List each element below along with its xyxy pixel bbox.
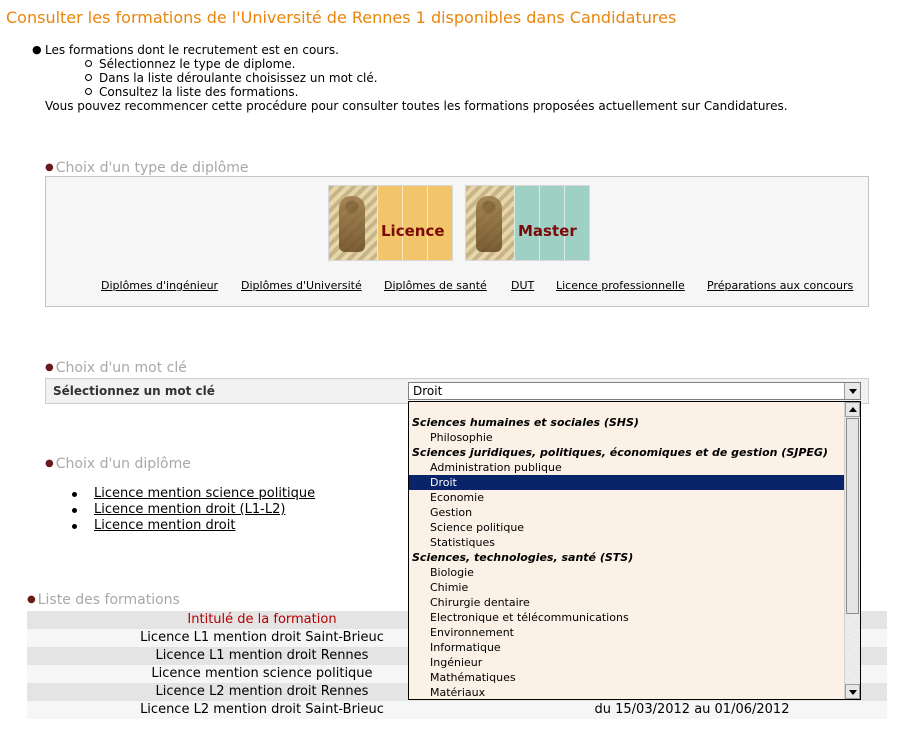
dropdown-group-label: Sciences juridiques, politiques, économiques et de gestion (SJPEG) xyxy=(412,446,828,459)
formation-name: Licence L2 mention droit Saint-Brieuc xyxy=(140,702,384,717)
table-row xyxy=(27,701,887,719)
formation-name: Licence L2 mention droit Rennes xyxy=(155,684,369,699)
intro-steps xyxy=(45,57,891,99)
formation-dates: du 15/03/2012 au 01/06/2012 xyxy=(594,702,790,717)
intro-instructions xyxy=(31,43,891,113)
list-item xyxy=(72,518,315,534)
intro-repeat-text: Vous pouvez recommencer cette procédure pour consulter toutes les formations proposées actuellement sur Candidatures. xyxy=(45,99,788,113)
master-label: Master xyxy=(518,222,577,240)
dropdown-option[interactable]: Biologie xyxy=(430,566,474,579)
dropdown-option[interactable]: Science politique xyxy=(430,521,525,534)
diplome-list xyxy=(72,486,315,534)
keyword-select-value: Droit xyxy=(413,384,443,398)
dropdown-option[interactable]: Mathématiques xyxy=(430,671,516,684)
licence-button[interactable] xyxy=(328,185,453,261)
bullet-icon: ● xyxy=(45,458,54,469)
circle-bullet-icon xyxy=(85,60,92,67)
dropdown-group-label: Sciences humaines et sociales (SHS) xyxy=(412,416,639,429)
bullet-icon: ● xyxy=(27,594,36,605)
column-header: Intitulé de la formation xyxy=(187,612,337,627)
section-title-type: ● Choix d'un type de diplôme xyxy=(45,160,249,176)
dropdown-options xyxy=(409,415,844,700)
keyword-label: Sélectionnez un mot clé xyxy=(53,384,215,398)
intro-main-text: Les formations dont le recrutement est en cours. xyxy=(45,43,339,57)
statue-image xyxy=(329,186,377,261)
dropdown-option[interactable]: Administration publique xyxy=(430,461,562,474)
bullet-icon: ● xyxy=(32,43,42,56)
dropdown-option[interactable]: Philosophie xyxy=(430,431,493,444)
link-diplomes-universite[interactable]: Diplômes d'Université xyxy=(241,279,362,292)
scroll-thumb[interactable] xyxy=(846,418,859,614)
link-dut[interactable]: DUT xyxy=(511,279,535,292)
section-title-diplome: ● Choix d'un diplôme xyxy=(45,456,191,472)
link-diplomes-ingenieur[interactable]: Diplômes d'ingénieur xyxy=(101,279,219,292)
diplome-link[interactable]: Licence mention droit (L1-L2) xyxy=(94,502,286,517)
intro-step: Dans la liste déroulante choisissez un mot clé. xyxy=(85,71,891,85)
link-diplomes-sante[interactable]: Diplômes de santé xyxy=(384,279,487,292)
intro-step: Consultez la liste des formations. xyxy=(85,85,891,99)
statue-image xyxy=(466,186,514,261)
dropdown-option[interactable]: Electronique et télécommunications xyxy=(430,611,629,624)
intro-main-item xyxy=(31,43,891,99)
dropdown-option[interactable]: Droit xyxy=(409,475,844,490)
circle-bullet-icon xyxy=(85,74,92,81)
list-item xyxy=(72,502,315,518)
dropdown-option[interactable]: Chirurgie dentaire xyxy=(430,596,530,609)
chevron-down-icon[interactable] xyxy=(844,383,860,399)
circle-bullet-icon xyxy=(85,88,92,95)
keyword-dropdown-list[interactable] xyxy=(408,401,861,700)
scroll-up-icon[interactable] xyxy=(845,402,860,417)
diplome-link[interactable]: Licence mention droit xyxy=(94,518,236,533)
list-item xyxy=(72,486,315,502)
bullet-icon: ● xyxy=(45,162,54,173)
dropdown-option[interactable]: Informatique xyxy=(430,641,501,654)
link-preparations-concours[interactable]: Préparations aux concours xyxy=(707,279,854,292)
dropdown-option[interactable]: Ingénieur xyxy=(430,656,483,669)
link-licence-pro[interactable]: Licence professionnelle xyxy=(556,279,685,292)
dropdown-option[interactable]: Matériaux xyxy=(430,686,486,699)
keyword-select[interactable] xyxy=(408,382,861,400)
dropdown-option[interactable]: Environnement xyxy=(430,626,514,639)
dropdown-option[interactable]: Statistiques xyxy=(430,536,495,549)
section-title-formations: ● Liste des formations xyxy=(27,592,180,608)
intro-step: Sélectionnez le type de diplome. xyxy=(85,57,891,71)
formation-name: Licence mention science politique xyxy=(151,666,373,681)
formation-name: Licence L1 mention droit Rennes xyxy=(155,648,369,663)
diploma-type-panel xyxy=(45,176,869,307)
scroll-down-icon[interactable] xyxy=(845,684,860,699)
dropdown-scrollbar[interactable] xyxy=(844,402,860,699)
section-title-keyword: ● Choix d'un mot clé xyxy=(45,360,187,376)
licence-label: Licence xyxy=(381,222,445,240)
dropdown-option[interactable]: Gestion xyxy=(430,506,473,519)
dropdown-option[interactable]: Chimie xyxy=(430,581,469,594)
formation-name: Licence L1 mention droit Saint-Brieuc xyxy=(140,630,384,645)
bullet-icon: ● xyxy=(45,362,54,373)
dropdown-option[interactable]: Economie xyxy=(430,491,484,504)
diplome-link[interactable]: Licence mention science politique xyxy=(94,486,316,501)
master-button[interactable] xyxy=(465,185,590,261)
page-title: Consulter les formations de l'Université de Rennes 1 disponibles dans Candidatures xyxy=(6,8,677,27)
dropdown-group-label: Sciences, technologies, santé (STS) xyxy=(412,551,634,564)
